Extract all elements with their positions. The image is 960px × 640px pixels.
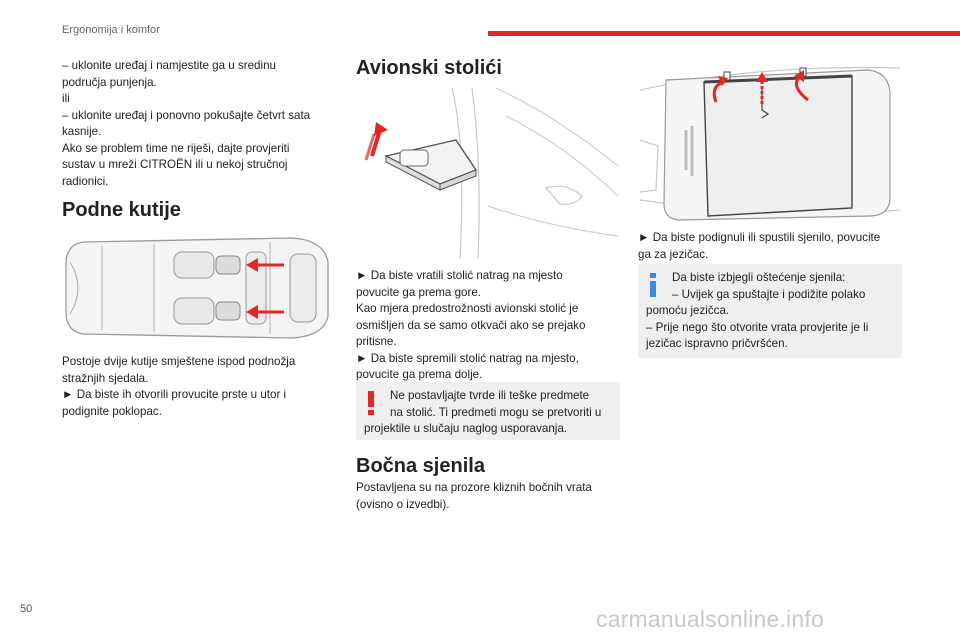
floor-boxes-text [62,354,340,420]
heading-floor-boxes: Podne kutije [62,199,181,221]
text-line: Postavljena su na prozore kliznih bočnih vrata [356,481,592,494]
side-sunblinds-text [356,480,622,513]
text-line: (ovisno o izvedbi). [356,497,450,511]
warning-line: Ne postavljajte tvrde ili teške predmete [390,389,590,402]
airplane-tray-figure [356,86,620,258]
info-line: – Prije nego što otvorite vrata provjerite je li [646,320,869,334]
heading-airplane-trays: Avionski stolići [356,57,502,79]
side-sunblind-figure [638,60,902,224]
text-line: podignite poklopac. [62,404,162,418]
info-line: – Uvijek ga spuštajte i podižite polako [672,287,866,301]
info-note [638,264,902,358]
warning-note [356,382,620,440]
text-line: ► Da biste ih otvorili provucite prste u utor i [62,388,287,401]
text-line: Ako se problem time ne riješi, dajte provjeriti [62,141,290,155]
text-line: osmišljen da se samo otkvači ako se prejako [356,318,586,332]
warning-line: projektile u slučaju naglog usporavanja. [364,422,568,435]
heading-side-sunblinds: Bočna sjenila [356,455,485,477]
info-line: pomoću jezičca. [646,304,730,317]
car-top-view-storage-figure [62,232,334,344]
text-line: – uklonite uređaj i namjestite ga u sredinu [62,59,276,72]
header-accent-bar [488,31,960,36]
text-line: sustav u mreži CITROËN ili u nekoj stručnoj [62,158,288,171]
watermark: carmanualsonline.info [596,606,824,632]
text-line: stražnjih sjedala. [62,371,149,385]
text-line: radionici. [62,174,109,188]
text-line: ► Da biste podignuli ili spustili sjenilo, povucite [638,231,881,244]
text-line: ga za jezičac. [638,247,709,261]
text-line: ili [62,92,70,105]
sunblind-text [638,230,904,263]
intro-text [62,58,340,190]
text-line: pritisne. [356,335,397,348]
page-number: 50 [20,603,33,615]
text-line: Kao mjera predostrožnosti avionski stolić je [356,302,579,315]
text-line: područja punjenja. [62,75,157,89]
text-line: kasnije. [62,125,102,138]
text-line: Postoje dvije kutije smještene ispod podnožja [62,355,296,368]
text-line: povucite ga prema gore. [356,285,482,299]
airplane-trays-text [356,268,622,384]
section-title: Ergonomija i komfor [62,24,160,36]
warning-line: na stolić. Ti predmeti mogu se pretvoriti u [390,405,602,419]
text-line: – uklonite uređaj i ponovno pokušajte četvrt sata [62,108,311,122]
info-icon [646,272,660,304]
info-line: jezičac ispravno pričvršćen. [646,337,788,350]
text-line: ► Da biste spremili stolić natrag na mjesto, [356,351,579,365]
info-line: Da biste izbjegli oštećenje sjenila: [672,271,846,284]
text-line: povucite ga prema dolje. [356,368,483,381]
exclamation-icon [364,390,378,422]
text-line: ► Da biste vratili stolić natrag na mjesto [356,269,563,282]
